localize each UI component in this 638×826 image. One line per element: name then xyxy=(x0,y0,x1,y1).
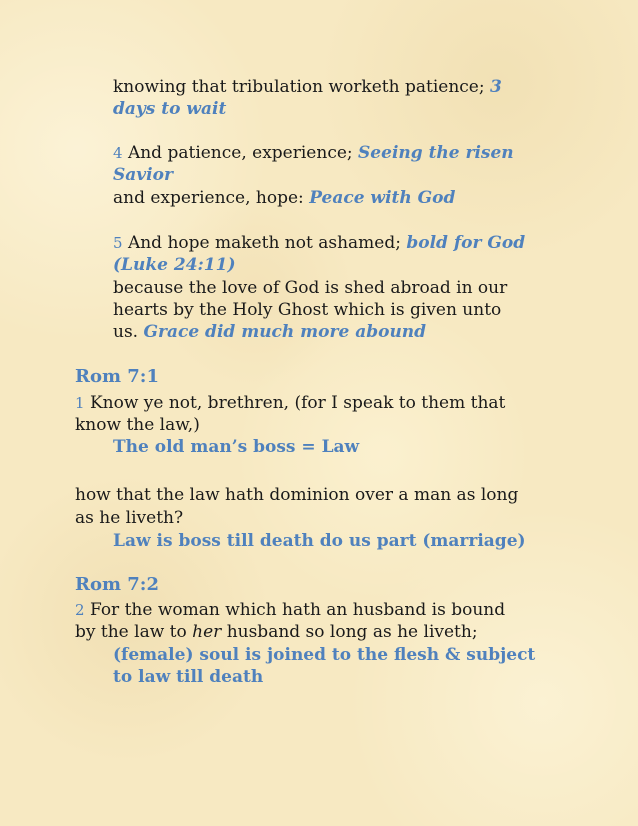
v5-note-end: (Luke 24:11) xyxy=(113,255,236,275)
rom-7-2-note-line-1: (female) soul is joined to the flesh & subject xyxy=(113,645,536,665)
rom-7-1-text-3: how that the law hath dominion over a man as long xyxy=(75,485,519,505)
rom-7-1-line-3 xyxy=(75,484,518,506)
rom-7-2-text: For the woman which hath an husband is bound xyxy=(89,600,506,620)
v5-line-5 xyxy=(113,321,426,343)
v5-note-2: Grace did much more abound xyxy=(143,322,427,342)
rom-7-1-text: Know ye not, brethren, (for I speak to them that xyxy=(89,393,506,413)
rom-7-2-line-1 xyxy=(75,599,505,621)
v3-line-2 xyxy=(113,98,226,120)
v5-text-2: because the love of God is shed abroad in our xyxy=(113,278,508,298)
v5-line-2 xyxy=(113,254,236,276)
v4-line-1 xyxy=(113,142,514,164)
v3-note-start: 3 xyxy=(489,77,502,97)
rom-7-2-line-2 xyxy=(75,621,478,643)
rom-7-1-text-4: as he liveth? xyxy=(75,508,184,528)
v5-line-4 xyxy=(113,299,501,321)
v5-line-3 xyxy=(113,277,507,299)
v5-text: And hope maketh not ashamed; xyxy=(127,233,401,253)
verse-number-2: 2 xyxy=(75,601,85,619)
v5-text-4: us. xyxy=(113,322,139,342)
rom-7-1-line-1 xyxy=(75,392,505,414)
rom-7-1-heading: Rom 7:1 xyxy=(75,366,159,387)
v4-note-end: Savior xyxy=(113,165,173,185)
v5-text-3: hearts by the Holy Ghost which is given unto xyxy=(113,300,502,320)
v5-line-1 xyxy=(113,232,525,254)
v4-text: And patience, experience; xyxy=(127,143,353,163)
v3-line-1 xyxy=(113,76,502,98)
rom-7-2-note-line-2: to law till death xyxy=(113,667,264,687)
v4-note-start: Seeing the risen xyxy=(358,143,514,163)
rom-7-1-text-2: know the law,) xyxy=(75,415,200,435)
rom-7-1-note-1: The old man’s boss = Law xyxy=(113,437,360,457)
v4-text-2: and experience, hope: xyxy=(113,188,304,208)
v3-note-end: days to wait xyxy=(113,99,227,119)
v4-line-3 xyxy=(113,187,455,209)
verse-number-1: 1 xyxy=(75,394,85,412)
rom-7-2-text-2a: by the law to xyxy=(75,622,187,642)
rom-7-1-line-4 xyxy=(75,507,183,529)
verse-number-4: 4 xyxy=(113,144,123,162)
v4-line-2 xyxy=(113,164,173,186)
rom-7-2-text-2b: husband so long as he liveth; xyxy=(226,622,478,642)
v4-note-2: Peace with God xyxy=(309,188,456,208)
v5-note-start: bold for God xyxy=(406,233,526,253)
verse-number-5: 5 xyxy=(113,234,123,252)
v3-text: knowing that tribulation worketh patience; xyxy=(113,77,485,97)
rom-7-2-heading: Rom 7:2 xyxy=(75,574,159,595)
rom-7-1-line-2 xyxy=(75,414,200,436)
rom-7-1-note-2: Law is boss till death do us part (marriage) xyxy=(113,531,526,551)
rom-7-2-italic-her: her xyxy=(192,622,222,642)
